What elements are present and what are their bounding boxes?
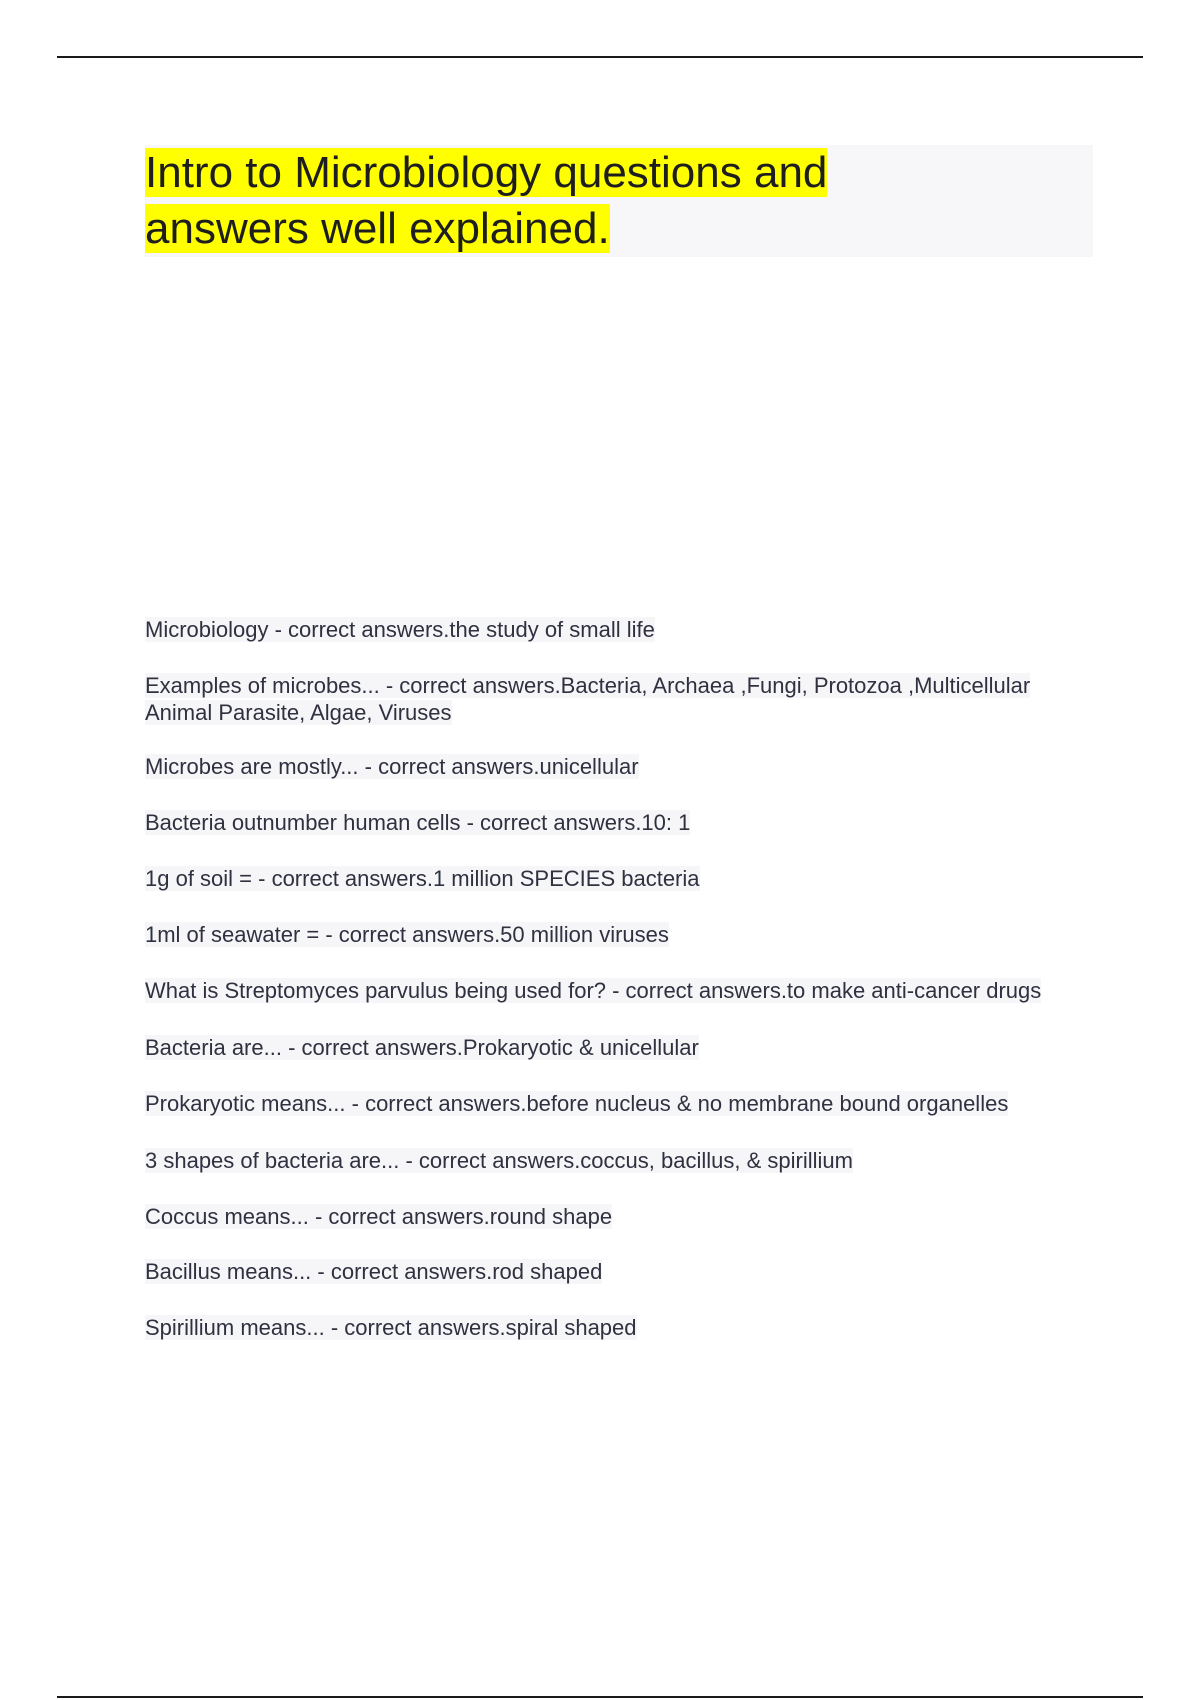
qa-item: What is Streptomyces parvulus being used for? - correct answers.to make anti-cancer drugs (145, 978, 1042, 1003)
qa-list (145, 616, 1085, 1341)
title-box (145, 145, 1093, 257)
top-rule (57, 56, 1143, 58)
qa-item: Prokaryotic means... - correct answers.before nucleus & no membrane bound organelles (145, 1091, 1009, 1116)
page-title (145, 145, 925, 257)
qa-item: Bacteria outnumber human cells - correct answers.10: 1 (145, 810, 691, 835)
title-text: Intro to Microbiology questions and answers well explained. (145, 148, 828, 253)
qa-item: Microbiology - correct answers.the study of small life (145, 617, 655, 642)
qa-item: Examples of microbes... - correct answers.Bacteria, Archaea ,Fungi, Protozoa ,Multicellular Animal Parasite, Algae, Viruses (145, 673, 1031, 725)
qa-item: Bacillus means... - correct answers.rod shaped (145, 1259, 603, 1284)
bottom-rule (57, 1696, 1143, 1698)
qa-item: 1g of soil = - correct answers.1 million SPECIES bacteria (145, 866, 700, 891)
qa-item: 1ml of seawater = - correct answers.50 million viruses (145, 922, 669, 947)
qa-item: Microbes are mostly... - correct answers.unicellular (145, 754, 639, 779)
qa-item: 3 shapes of bacteria are... - correct answers.coccus, bacillus, & spirillium (145, 1148, 853, 1173)
qa-item: Coccus means... - correct answers.round shape (145, 1204, 613, 1229)
qa-item: Bacteria are... - correct answers.Prokaryotic & unicellular (145, 1035, 699, 1060)
qa-item: Spirillium means... - correct answers.spiral shaped (145, 1315, 637, 1340)
